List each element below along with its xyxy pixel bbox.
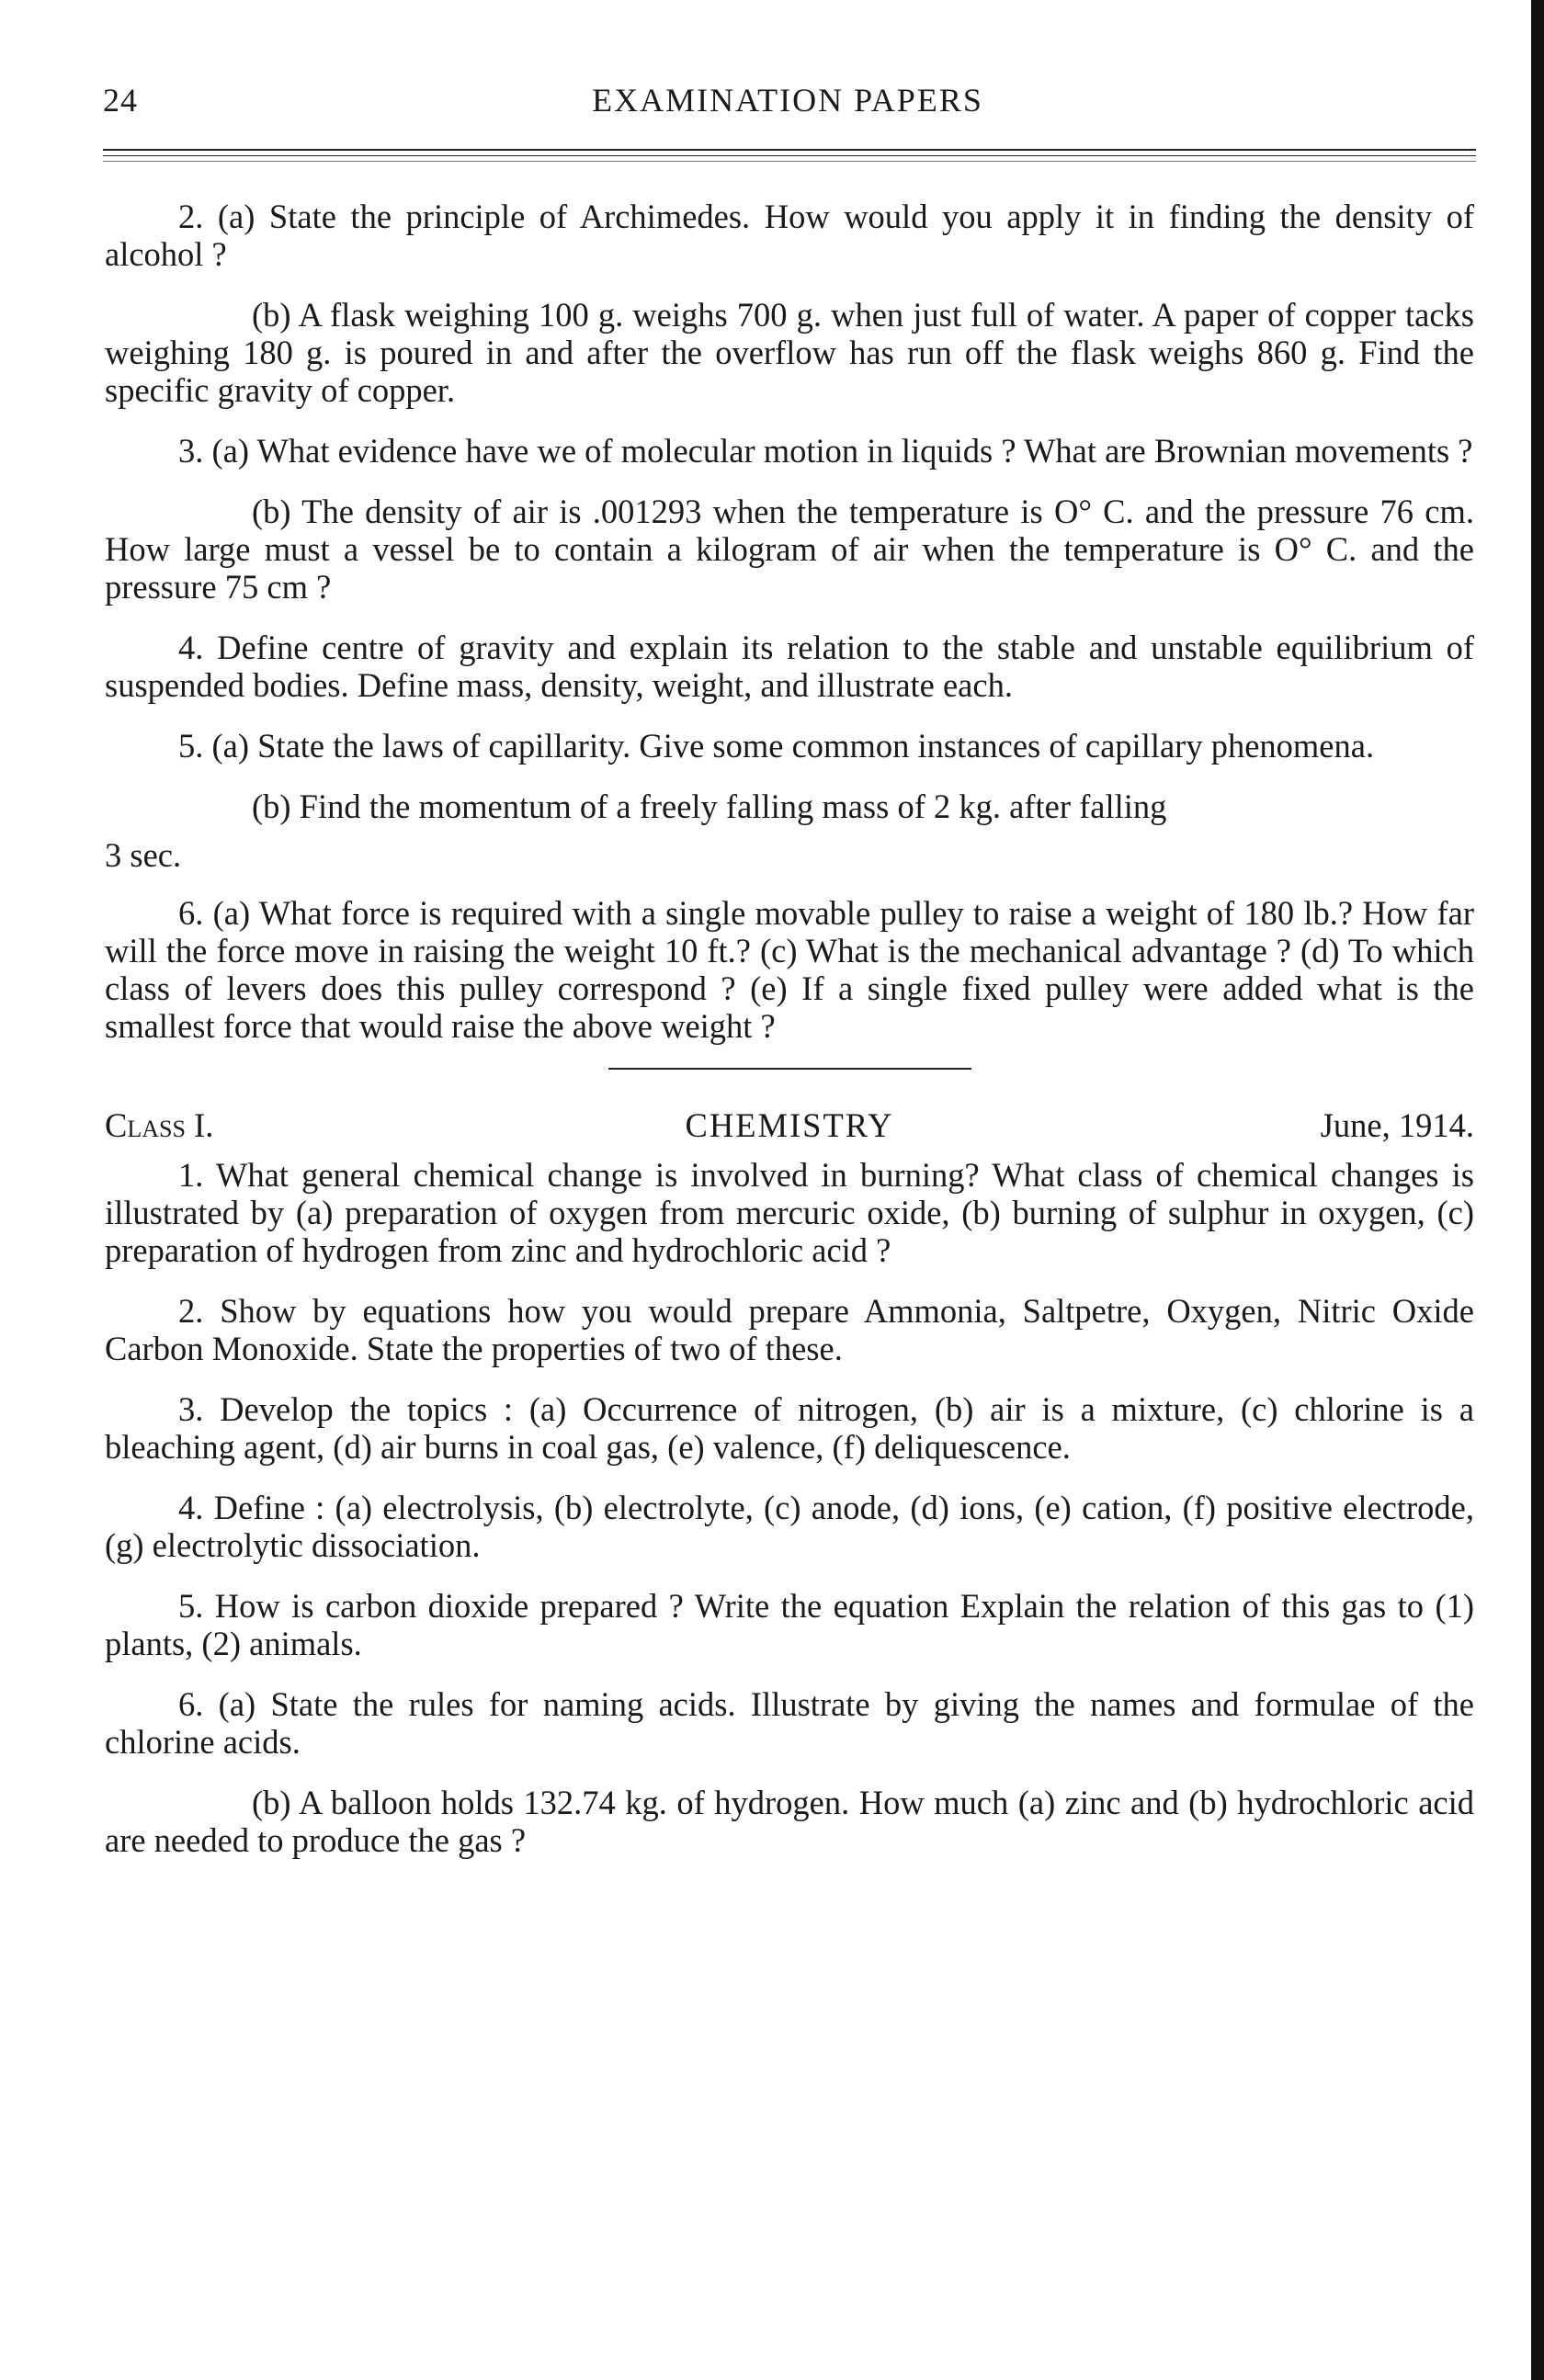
- question: 6. (a) What force is required with a single movable pulley to raise a weight of 180 lb.? How far will the force move in raising the weight 10 ft.? (c) What is the mechanical advantage ? (d) To which class of levers does this pulley correspond ? (e) If a single fixed pulley were added what is the smallest force that would raise the above weight ?: [105, 894, 1474, 1045]
- header-rule: [103, 161, 1476, 162]
- page-number: 24: [103, 82, 138, 119]
- question: 4. Define : (a) electrolysis, (b) electrolyte, (c) anode, (d) ions, (e) cation, (f) positive electrode, (g) electrolytic dissociation.: [105, 1489, 1474, 1564]
- exam-date: June, 1914.: [1320, 1106, 1474, 1144]
- question: 5. How is carbon dioxide prepared ? Write the equation Explain the relation of this gas to (1) plants, (2) animals.: [105, 1587, 1474, 1662]
- question: 2. (a) State the principle of Archimedes. How would you apply it in finding the density of alcohol ?: [105, 198, 1474, 273]
- question-part: (b) Find the momentum of a freely falling mass of 2 kg. after falling: [252, 788, 1167, 825]
- question: 5. (a) State the laws of capillarity. Give some common instances of capillary phenomena.: [178, 727, 1375, 765]
- page-header: [103, 81, 1472, 127]
- class-label: Class I.: [105, 1106, 214, 1144]
- question: 2. Show by equations how you would prepare Ammonia, Saltpetre, Oxygen, Nitric Oxide Carbon Monoxide. State the properties of two of these.: [105, 1292, 1474, 1367]
- question: 3. Develop the topics : (a) Occurrence of nitrogen, (b) air is a mixture, (c) chlorine is a bleaching agent, (d) air burns in coal gas, (e) valence, (f) deliquescence.: [105, 1390, 1474, 1466]
- question-part: (b) A balloon holds 132.74 kg. of hydrogen. How much (a) zinc and (b) hydrochloric acid are needed to produce the gas ?: [105, 1784, 1474, 1859]
- question: 6. (a) State the rules for naming acids. Illustrate by giving the names and formulae of the chlorine acids.: [105, 1685, 1474, 1761]
- header-rule: [103, 155, 1476, 156]
- page-body: [105, 198, 1474, 1882]
- scan-edge-shadow: [1531, 0, 1544, 2380]
- section-heading: [105, 1106, 1474, 1150]
- question: 4. Define centre of gravity and explain its relation to the stable and unstable equilibrium of suspended bodies. Define mass, density, weight, and illustrate each.: [105, 629, 1474, 704]
- question: 3. (a) What evidence have we of molecular motion in liquids ? What are Brownian movements ?: [178, 432, 1473, 470]
- question-part: (b) The density of air is .001293 when the temperature is O° C. and the pressure 76 cm. How large must a vessel be to contain a kilogram of air when the temperature is O° C. and the pressure 75 cm ?: [105, 493, 1474, 606]
- section-divider: [608, 1068, 971, 1070]
- header-rule: [103, 149, 1476, 151]
- question: 1. What general chemical change is involved in burning? What class of chemical changes is illustrated by (a) preparation of oxygen from mercuric oxide, (b) burning of sulphur in oxygen, (c) preparation of hydrogen from zinc and hydrochloric acid ?: [105, 1156, 1474, 1269]
- question-part-tail: 3 sec.: [105, 836, 182, 874]
- subject-title: CHEMISTRY: [685, 1106, 894, 1144]
- running-title: EXAMINATION PAPERS: [592, 82, 983, 119]
- question-part: (b) A flask weighing 100 g. weighs 700 g. when just full of water. A paper of copper tacks weighing 180 g. is poured in and after the overflow has run off the flask weighs 860 g. Find the specific gravity of copper.: [105, 296, 1474, 409]
